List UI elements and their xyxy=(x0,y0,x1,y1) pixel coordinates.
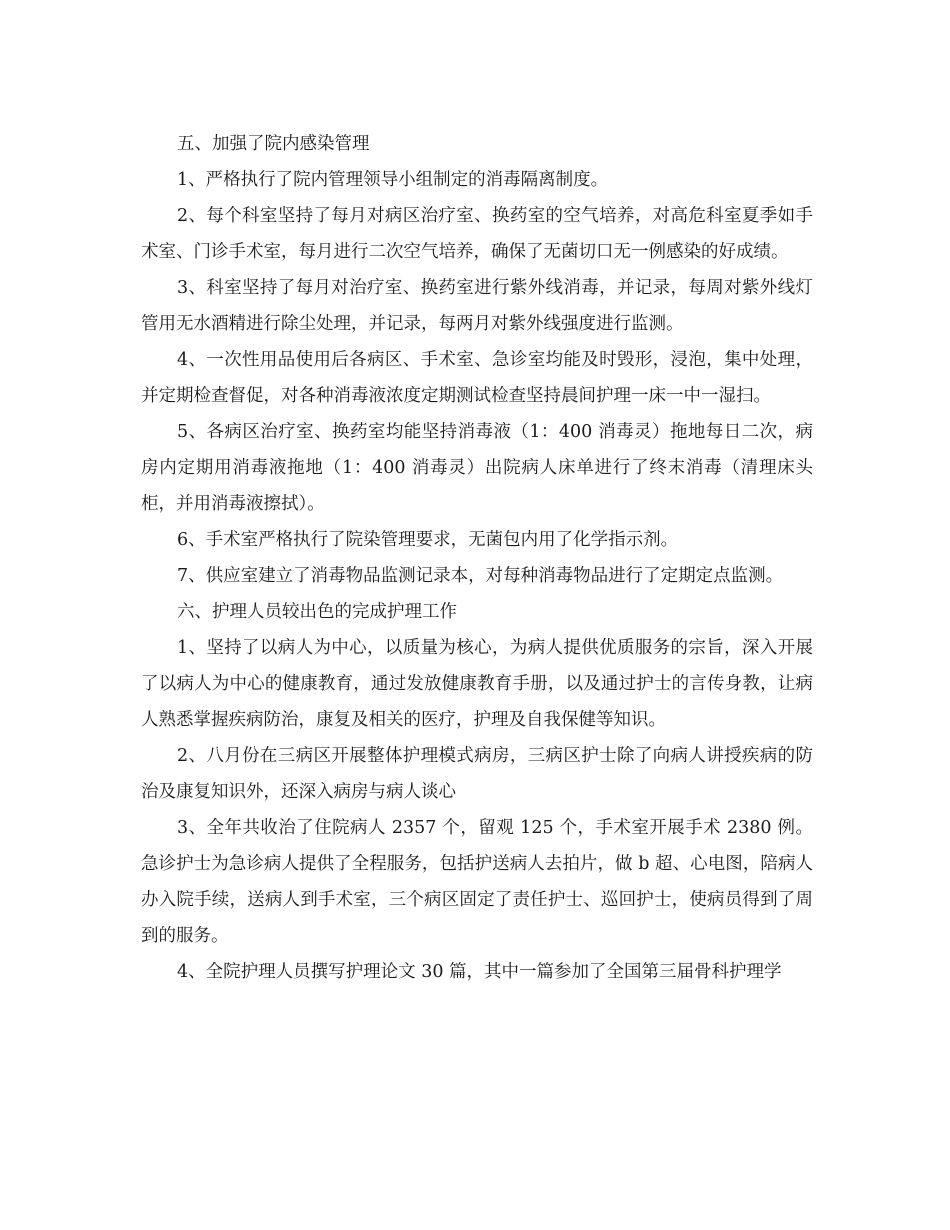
paragraph-nursing-3: 3、全年共收治了住院病人 2357 个，留观 125 个，手术室开展手术 2380 例。急诊护士为急诊病人提供了全程服务，包括护送病人去拍片，做 b 超、心电图，陪病人办入院手续，送病人到手术室，三个病区固定了责任护士、巡回护士，使病员得到了周到的服务。 xyxy=(141,818,813,946)
paragraph-3: 3、科室坚持了每月对治疗室、换药室进行紫外线消毒，并记录，每周对紫外线灯管用无水酒精进行除尘处理，并记录，每两月对紫外线强度进行监测。 xyxy=(141,278,813,334)
document-body xyxy=(141,126,813,990)
paragraph-2: 2、每个科室坚持了每月对病区治疗室、换药室的空气培养，对高危科室夏季如手术室、门诊手术室，每月进行二次空气培养，确保了无菌切口无一例感染的好成绩。 xyxy=(141,206,813,262)
paragraph-nursing-1: 1、坚持了以病人为中心，以质量为核心，为病人提供优质服务的宗旨，深入开展了以病人为中心的健康教育，通过发放健康教育手册，以及通过护士的言传身教，让病人熟悉掌握疾病防治，康复及相关的医疗，护理及自我保健等知识。 xyxy=(141,638,813,730)
section-heading-infection-control: 五、加强了院内感染管理 xyxy=(177,134,370,154)
section-heading-nursing-work: 六、护理人员较出色的完成护理工作 xyxy=(177,602,457,622)
paragraph-1: 1、严格执行了院内管理领导小组制定的消毒隔离制度。 xyxy=(177,170,609,190)
paragraph-nursing-2: 2、八月份在三病区开展整体护理模式病房，三病区护士除了向病人讲授疾病的防治及康复知识外，还深入病房与病人谈心 xyxy=(141,746,813,802)
paragraph-6: 6、手术室严格执行了院染管理要求，无菌包内用了化学指示剂。 xyxy=(177,530,679,550)
paragraph-nursing-4: 4、全院护理人员撰写护理论文 30 篇，其中一篇参加了全国第三届骨科护理学 xyxy=(177,962,782,982)
paragraph-5: 5、各病区治疗室、换药室均能坚持消毒液（1：400 消毒灵）拖地每日二次，病房内定期用消毒液拖地（1：400 消毒灵）出院病人床单进行了终末消毒（清理床头柜，并用消毒液擦拭）。 xyxy=(141,422,813,514)
paragraph-7: 7、供应室建立了消毒物品监测记录本，对每种消毒物品进行了定期定点监测。 xyxy=(177,566,784,586)
paragraph-4: 4、一次性用品使用后各病区、手术室、急诊室均能及时毁形，浸泡，集中处理，并定期检查督促，对各种消毒液浓度定期测试检查坚持晨间护理一床一中一湿扫。 xyxy=(141,350,813,406)
